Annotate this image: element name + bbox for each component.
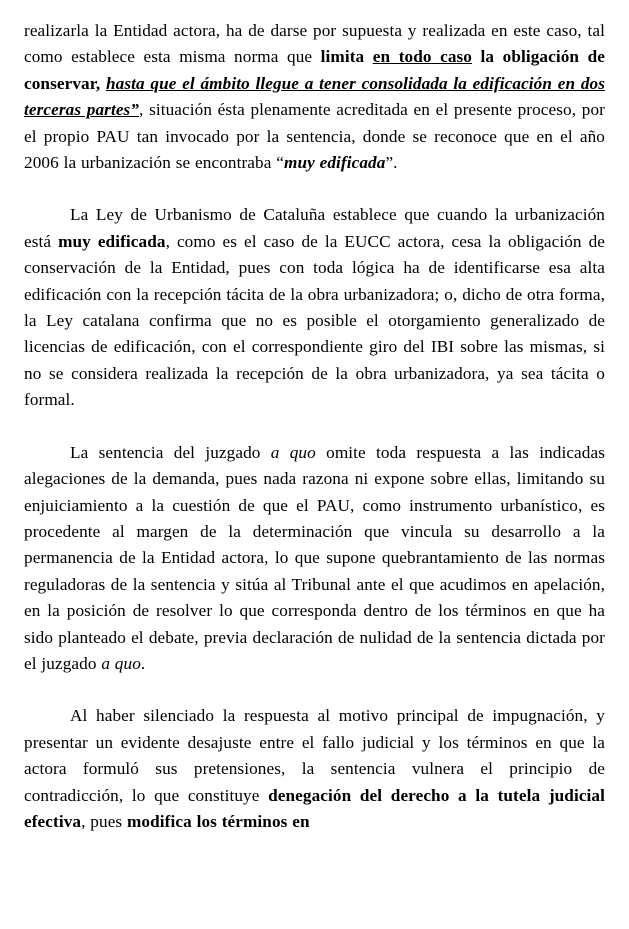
paragraph-2 xyxy=(24,202,605,413)
text-run: realizarla la Entidad actora, ha de darse por supuesta y realizada en este caso, tal como establece esta misma norma que xyxy=(24,21,605,67)
paragraph-3 xyxy=(24,440,605,678)
text-run: , situación ésta plenamente acreditada en el presente proceso, por el propio PAU tan invocado por la sentencia, donde se reconoce que en el año 2006 la urbanización se encontraba “ xyxy=(24,100,605,173)
text-run-bold-italic-underline: hasta que el ámbito llegue a tener consolidada la edificación en dos terceras partes” xyxy=(24,73,606,120)
text-run: omite toda respuesta a las indicadas alegaciones de la demanda, pues nada razona ni expone sobre ellas, limitando su enjuiciamiento a la cuestión de que el PAU, como instrumento urbanístico, es procedente al margen de la determinación que vincula su desarrollo a la permanencia de la Entidad actora, lo que supone quebrantamiento de las normas reguladoras de la sentencia y sitúa al Tribunal ante el que acudimos en apelación, en la posición de resolver lo que corresponda dentro de los términos en que ha sido planteado el debate, previa declaración de nulidad de la sentencia dictada por el juzgado xyxy=(24,442,605,673)
text-run-bold: la obligación de conservar, xyxy=(24,47,606,93)
text-run-bold-italic: muy edificada xyxy=(283,153,386,173)
text-run: , como es el caso de la EUCC actora, cesa la obligación de conservación de la Entidad, pues con toda lógica ha de identificarse esa alta edificación con la recepción tácita de la obra urbanizadora; o, dicho de otra forma, la Ley catalana confirma que no es posible el otorgamiento generalizado de licencias de edificación, con el correspondiente giro del IBI sobre las mismas, si no se considera realizada la recepción de la obra urbanizadora, ya sea tácita o formal. xyxy=(24,231,605,410)
text-run: . xyxy=(140,653,146,673)
text-run: La Ley de Urbanismo de Cataluña establece que cuando la urbanización está xyxy=(24,205,605,251)
text-run: Al haber silenciado la respuesta al motivo principal de impugnación, y presentar un evidente desajuste entre el fallo judicial y los términos en que la actora formuló sus pretensiones, la sentencia vulnera el principio de contradicción, lo que constituye xyxy=(24,706,605,805)
text-run-bold: limita xyxy=(320,47,373,67)
text-run: ”. xyxy=(385,153,398,173)
text-run-bold: muy edificada xyxy=(58,231,166,251)
text-run-italic: a quo xyxy=(270,442,316,462)
text-run-bold: modifica los términos en xyxy=(127,811,310,831)
paragraph-4 xyxy=(24,703,605,835)
text-run: La sentencia del juzgado xyxy=(70,442,271,462)
text-run-italic: a quo xyxy=(101,653,141,673)
text-run: , pues xyxy=(81,811,128,831)
paragraph-1 xyxy=(24,18,605,176)
text-run-bold: denegación del derecho a la tutela judicial efectiva xyxy=(24,785,606,831)
text-run-bold-underline: en todo caso xyxy=(372,47,472,67)
